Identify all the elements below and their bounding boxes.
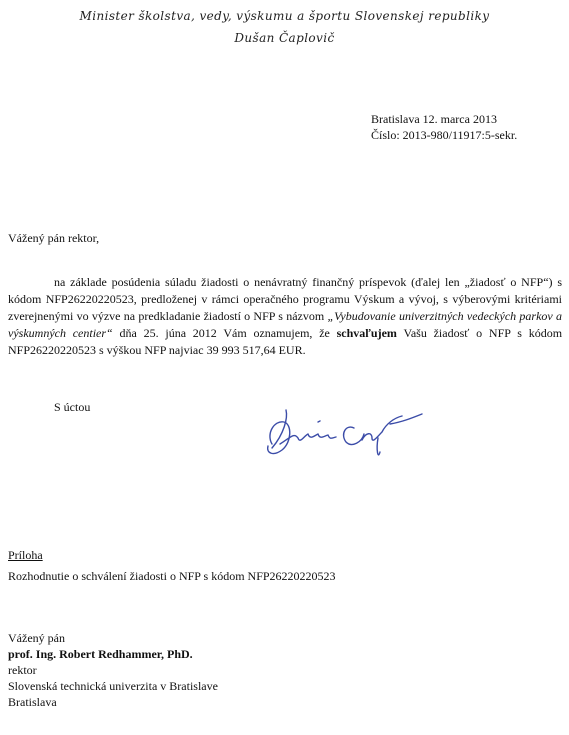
closing: S úctou xyxy=(54,400,91,414)
recipient-city: Bratislava xyxy=(8,695,57,709)
body-part-3: Vašu žiadosť o NFP s kódom NFP26220220523 s výškou NFP najviac 39 993 517,64 EUR. xyxy=(8,326,563,357)
salutation: Vážený pán rektor, xyxy=(8,231,100,245)
recipient-greeting: Vážený pán xyxy=(8,631,65,645)
reference-number: Číslo: 2013-980/11917:5-sekr. xyxy=(371,128,518,142)
recipient-name: prof. Ing. Robert Redhammer, PhD. xyxy=(8,647,193,661)
place-date: Bratislava 12. marca 2013 xyxy=(371,112,497,126)
attachment-label: Príloha xyxy=(8,548,43,562)
attachment-text: Rozhodnutie o schválení žiadosti o NFP s kódom NFP26220220523 xyxy=(8,569,336,583)
recipient-institution: Slovenská technická univerzita v Bratislave xyxy=(8,679,218,693)
approve-word: schvaľujem xyxy=(336,326,397,340)
letter-body xyxy=(8,274,562,359)
call-name: „Vybudovanie univerzitných vedeckých parkov a výskumných centier“ xyxy=(8,309,562,340)
recipient-role: rektor xyxy=(8,663,37,677)
minister-title: Minister školstva, vedy, výskumu a športu Slovenskej republiky xyxy=(79,9,490,23)
body-part-2: dňa 25. júna 2012 Vám oznamujem, že xyxy=(119,326,330,340)
minister-name: Dušan Čaplovič xyxy=(234,31,335,45)
signature xyxy=(262,404,434,462)
body-part-1: na základe posúdenia súladu žiadosti o nenávratný finančný príspevok (ďalej len „žiadosť o NFP“) s kódom NFP26220220523, predloženej v rámci operačného programu Výskum a vývoj, s výberovými kritériami zverejnenými vo výzve na predkladanie žiadostí o NFP s názvom xyxy=(8,275,562,323)
